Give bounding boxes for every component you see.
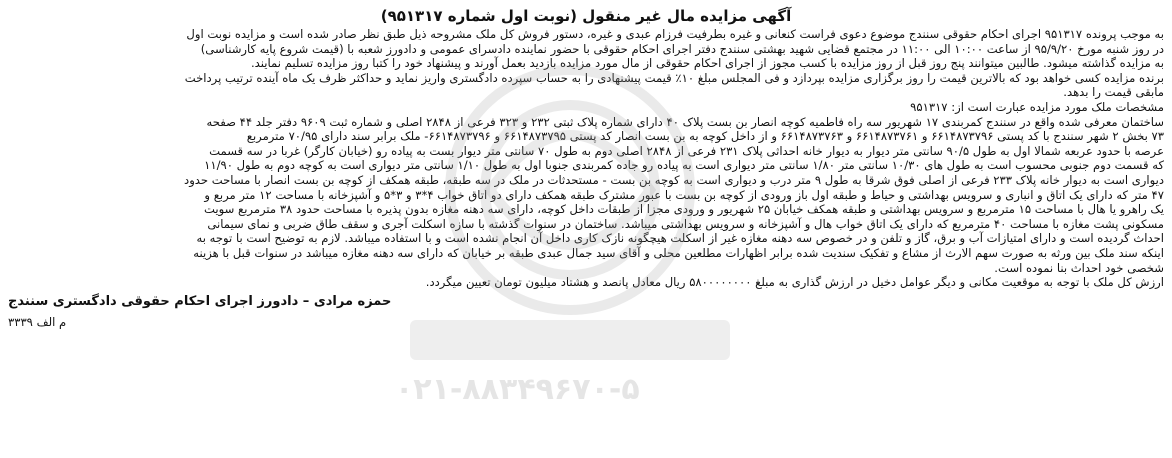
property-description — [8, 100, 1164, 290]
notice-title: آگهی مزایده مال غیر منقول (نوبت اول شماره ۹۵۱۳۱۷) — [380, 7, 792, 25]
text-line: که قسمت دوم جنوبی محسوب است به طول های ۱۰/۳۰ سانتی متر ۱/۸۰ سانتی متر دیواری است به پیاده رو جاده کمربندی جنوبا اول به طول ۱/۱۰ سانتی متر دیواری است به کوچه دوم به طول ۱۱/۹۰ — [204, 158, 1164, 173]
terms-paragraph — [8, 27, 1164, 100]
text-line: مسکونی پشت مغازه با مساحت ۴۰ مترمربع که دارای یک اتاق خواب هال و آشپزخانه و سرویس بهداشتی میباشد. ساختمان در سنوات گذشته با سازه اسکلت آجری و سقف طاق ضربی و نمای سیمانی — [207, 216, 1164, 231]
text-line: مابقی قیمت را بدهد. — [1063, 85, 1164, 100]
text-line: مشخصات ملک مورد مزایده عبارت است از: ۹۵۱۳۱۷ — [910, 99, 1164, 114]
text-line: ۴۷ متر که دارای یک اتاق و انباری و سرویس بهداشتی و حیاط و طبقه اول باز ورودی از کوچه بن بست با عبور مشترک طبقه همکف دارای دو اتاق خواب ۴*۳ و ۳*۵ و آشپزخانه با مساحت ۱۲ متر مربع و — [204, 187, 1164, 202]
text-line: احداث گردیده است و دارای امتیازات آب و برق، گاز و تلفن و در خصوص سه دهنه مغازه غیر از اسکلت هیچگونه نازک کاری داخل آن انجام نشده است و با استفاده میباشد. لازم به توضیح است با توجه به — [196, 231, 1164, 246]
text-line: ساختمان معرفی شده واقع در سنندج کمربندی ۱۷ شهریور سه راه فاطمیه کوچه انصار بن بست پلاک ۴۰ دارای شماره پلاک ثبتی ۲۳۲ و ۳۲۳ فرعی از ۲۸۴۸ اصلی و شماره ثبت ۹۶۰۹ دفتر جلد ۴۴ صفحه — [206, 114, 1164, 129]
text-line: به موجب پرونده ۹۵۱۳۱۷ اجرای احکام حقوقی سنندج موضوع دعوی فراست کنعانی و غیره بطرفیت فرزام عبدی و غیره، دستور فروش کل ملک مشروحه ذیل طبق نظر صادر شده است و مزایده نوبت اول — [186, 27, 1164, 41]
text-line: شخصی خود احداث بنا نموده است. — [994, 260, 1164, 275]
notice-code: م الف ۳۳۳۹ — [8, 314, 67, 329]
text-line: دیواری است به دیوار خانه پلاک ۲۳۳ فرعی از اصلی فوق شرقا به طول ۹ متر درب و دیواری است به کوچه بن بست - مستحدثات در ملک در سه طبقه، طبقه همکف از کوچه بن بست انصار با مساحت حدود — [184, 172, 1164, 187]
text-line: در روز شنبه مورخ ۹۵/۹/۲۰ از ساعت ۱۰:۰۰ الی ۱۱:۰۰ در مجتمع قضایی شهید بهشتی سنندج دفتر اجرای احکام حقوقی با حضور نماینده دادسرای عمومی و دادورز شعبه با (قیمت شروع پایه کارشناسی) — [200, 41, 1164, 56]
text-line: اینکه سند ملک بین ورثه به صورت سهم الارث از مشاع و تفکیک سندیت شده برابر اظهارات مطلعین محلی و آقای سید جمال عبدی طبقه بر خیابان که دارای سه دهنه مغازه میباشد در سنوات قبل با هزینه — [193, 245, 1164, 260]
text-line: عرصه با حدود عربعه شمالا اول به طول ۹۰/۵ سانتی متر دیوار به دیوار خانه احداثی پلاک ۲۳۱ فرعی از ۲۸۴۸ اصلی دوم به طول ۷۰ سانتی متر دیوار بست به پیاده رو (خیابان کارگر) غربا در سه قسمت — [209, 143, 1164, 158]
text-line: به مزایده گذاشته میشود. طالبین میتوانند پنج روز قبل از روز مزایده با کسب مجوز از اجرای احکام حقوقی از مال مورد مزایده بازدید بعمل آورند و پیشنهاد خود را کتبا روز مزایده تسلیم نمایند. — [250, 56, 1164, 71]
text-line: برنده مزایده کسی خواهد بود که بالاترین قیمت را روز برگزاری مزایده بپردازد و فی المجلس مبلغ ۱۰٪ قیمت پیشنهادی را به حساب سپرده دادگستری واریز نماید و حداکثر ظرف یک ماه آینده ترتیب پرداخت — [184, 70, 1164, 85]
signature: حمزه مرادی – دادورز اجرای احکام حقوقی دادگستری سنندج — [8, 293, 392, 309]
text-line: ۷۳ بخش ۲ شهر سنندج با کد پستی ۶۶۱۴۸۷۳۷۹۶ و ۶۶۱۴۸۷۳۷۶۱ و ۶۶۱۴۸۷۳۷۶۳ و از داخل کوچه به بن بست انصار کد پستی ۶۶۱۴۸۷۳۷۹۵ و ۶۶۱۴۸۷۳۷۹۶- ملک برابر سند دارای ۷۰/۹۵ مترمربع — [246, 129, 1164, 144]
text-line: ارزش کل ملک با توجه به موقعیت مکانی و دیگر عوامل دخیل در ارزش گذاری به مبلغ ۵۸۰۰۰۰۰۰۰۰ ریال معادل پانصد و هشتاد میلیون تومان تعیین میگردد. — [425, 275, 1164, 290]
watermark-phone: ۰۲۱-۸۸۳۴۹۶۷۰-۵ — [395, 372, 640, 407]
text-line: یک راهرو یا هال با مساحت ۱۵ مترمربع و سرویس بهداشتی و طبقه همکف خیابان ۲۵ شهریور و ورودی مجزا از طبقات داخل کوچه، دارای سه دهنه مغازه بدون پذیره با مساحت حدود ۳۸ مترمربع سویت — [204, 202, 1164, 217]
